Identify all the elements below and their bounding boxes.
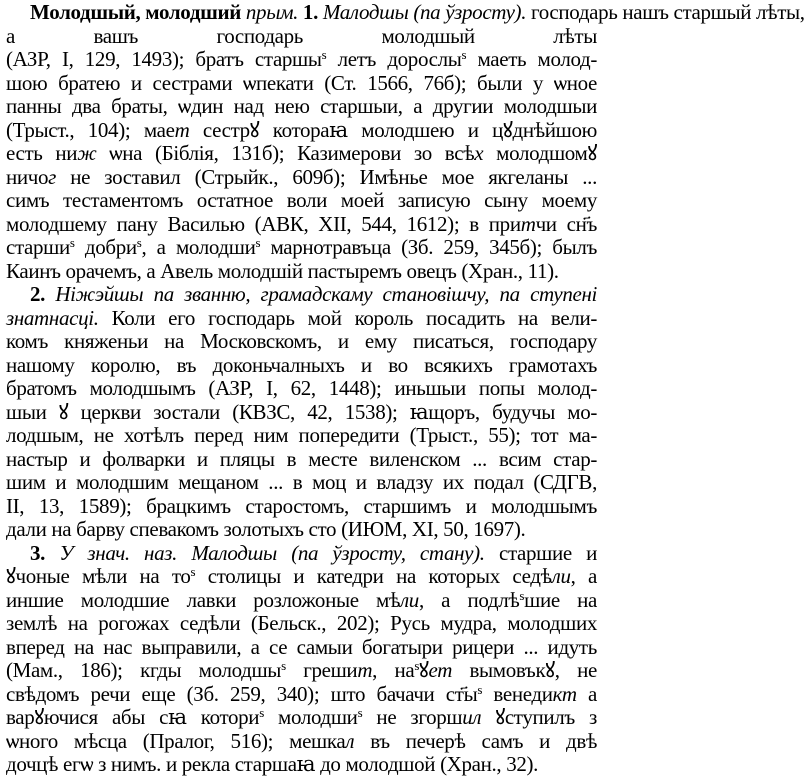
superscript-mark: s [136,235,142,250]
text-segment: комъ княженьи на Московскомъ, и ему писаться, господару [6,329,597,353]
superscript-mark: s [259,705,264,720]
italic-text: т [357,658,373,682]
entry-line [6,495,597,519]
entry-line [6,612,597,636]
text-segment: есть ни [6,141,78,165]
superscript-mark: s [477,681,483,697]
text-segment: вперед на нас выправили, а се самыи богатыри рицери ... идуть [6,634,597,659]
italic-text: Малодшы (па ўзросту). [322,0,527,24]
text-segment: Коли его господарь мой король посадить на вели- [98,305,597,330]
text-segment: чи сн҃ъ [535,211,597,236]
text-segment [45,282,55,306]
italic-text: кт [552,681,577,706]
italic-text: ил [462,705,482,729]
italic-text: Малодшы (па ўзросту, стану). [191,540,485,565]
entry-line [6,565,597,589]
text-segment: , а [570,564,597,588]
entry-line [6,95,597,119]
text-segment: маеть молод- [466,47,597,71]
text-segment: шыи ꙋ церкви зостали (КВЗС, 42, 1538); ꙗщоръ, будучы мо- [6,399,597,424]
text-segment: нашому королю, въ доконьчалныхъ и во всякихъ грамотахъ [6,352,597,377]
text-segment: не зоставил (Стрыйк., 609б); Имѣнье мое якгеланы ... [55,164,597,189]
bold-text: Молодшый, молодший [30,0,241,24]
superscript-mark: s [357,705,363,720]
bold-text: 1. [302,0,318,24]
text-segment: панны два браты, ѡдин над нею старшыи, а другии молодшыи [6,94,597,118]
italic-text: Ніжэйшы па званню, грамадскаму становішчу, па ступені [55,282,597,306]
superscript-mark: s [190,564,196,579]
entry-line [6,542,597,566]
text-segment: ничо [6,164,49,189]
text-segment: въ печерѣ самъ и двѣ [354,728,598,753]
text-segment: Каинъ орачемъ, а Авель молодшій пастыремъ овецъ (Хран., 11). [6,258,559,283]
entry-line [6,730,597,754]
entry-line [6,401,597,425]
text-segment: свѣдомъ речи еще (Зб. 259, 340); што бачачи ст҃ы [6,681,478,706]
text-segment: шие на [524,587,597,612]
italic-text: л [345,728,355,753]
italic-text: У знач. наз. [59,540,178,565]
text-segment: господарь нашъ старшый лѣты, [526,0,805,24]
text-segment: ѡна (Біблія, 131б); Казимерови зо всѣ [96,141,475,165]
entry-line [6,683,597,707]
superscript-mark: s [519,587,525,603]
text-segment: вымовъкꙋ, не [452,658,597,682]
text-segment: столицы и катедри на которых седѣ [195,564,552,588]
entry-line [6,0,805,25]
text-segment: , на [372,658,415,682]
text-segment: ꙋчоные мѣли на то [6,564,191,588]
entry-line [6,659,597,683]
text-segment: симъ тестаментомъ остатное воли моей записую сыну моему [6,188,597,212]
text-segment: лодшым, не хотѣлъ перед ним попередити (Трыст., 55); тот ма- [6,423,597,447]
entry-line [6,283,597,307]
text-segment: ѡного мѣсца (Пралог, 516); мешка [6,728,346,753]
bold-text: 3. [30,540,46,565]
text-segment: венеди [482,681,553,706]
text-segment: ꙋступилъ з [481,705,597,729]
entry-line [6,48,597,72]
text-segment: старши [6,235,70,259]
text-segment: а вашъ господарь молодшый лѣты [6,23,597,48]
entry-line [6,189,597,213]
entry-line [6,377,597,401]
text-segment [45,541,59,565]
entry-line [6,119,597,143]
text-segment: молодши [263,705,358,729]
text-segment: варꙋючися абы сꙗ котори [6,705,260,729]
entry-line [6,330,597,354]
italic-text: т [520,211,536,236]
italic-text: ли [400,587,419,612]
italic-text: т [174,117,190,142]
italic-text: прым. [245,0,299,24]
text-segment: иншие молодшие лавки розложоные мѣ [6,587,400,612]
text-segment: сестрꙋ котораꙗ молодшею и цꙋднѣйшою [189,117,597,142]
text-segment: ІІ, 13, 1589); брацкимъ старостомъ, старшимъ и молодшымъ [6,493,597,518]
text-segment: , а подлѣ [418,587,520,612]
text-segment: а [576,681,597,706]
text-segment: старшие и [484,540,598,565]
entry-line [6,636,597,660]
text-segment: (Трыст., 104); мае [6,117,175,142]
text-segment: молодшомꙋ [483,141,597,165]
superscript-mark: s [281,658,286,673]
text-segment: землѣ на рогожах седѣли (Бельск., 202); Русь мудра, молодших [6,611,597,635]
text-segment: шим и молодшим мещаном ... в моц и владзу их подал (СДГВ, [6,470,597,494]
entry-line [6,354,597,378]
text-segment: , а молодши [141,235,256,259]
bold-text: 2. [30,282,46,306]
text-segment: дочцѣ егѡ з нимъ. и рекла старшаꙗ до молодшой (Хран., 32). [6,752,539,776]
text-segment: (Мам., 186); кгды молодшы [6,658,282,682]
entry-line [6,448,597,472]
text-segment: летъ дорослы [326,47,462,71]
text-segment: добри [74,235,137,259]
entry-line [6,706,597,730]
entry-line [6,518,597,542]
entry-line [6,260,597,284]
superscript-mark: s [321,47,327,62]
superscript-mark: s [461,47,467,62]
entry-line [6,142,597,166]
italic-text: г [48,164,56,189]
text-segment: марнотравъца (Зб. 259, 345б); былъ [260,235,598,259]
italic-text: ет [428,658,453,682]
superscript-mark: s [255,235,261,250]
entry-line [6,236,597,260]
text-segment: не згорш [362,705,463,729]
superscript-mark: s [414,658,420,673]
text-segment: братомъ молодшымъ (АЗР, І, 62, 1448); иньшыи попы молод- [6,376,597,400]
italic-text: ли [551,564,571,588]
italic-text: х [474,141,484,165]
entry-line [6,424,597,448]
superscript-mark: s [69,235,75,250]
text-segment: (АЗР, І, 129, 1493); братъ старшы [6,47,322,71]
italic-text: ж [77,141,97,165]
text-segment [177,541,191,565]
entry-line [6,213,597,237]
italic-text: знатнасці. [6,305,99,330]
dictionary-entry [6,0,805,776]
text-segment: настыр и фолварки и пляцы в месте виленском ... всим стар- [6,446,597,471]
entry-line [6,471,597,495]
text-segment: дали на барву спевакомъ золотыхъ сто (ИЮМ, XI, 50, 1697). [6,517,526,541]
text-segment: шою братею и сестрами ѡпекати (Ст. 1566, 76б); были у ѡное [6,70,597,95]
entry-line [6,166,597,190]
entry-line [6,307,597,331]
entry-line [6,753,597,777]
text-segment: греши [285,658,358,682]
entry-line [6,25,597,49]
text-segment: ꙋ [419,658,429,682]
text-segment: молодшему пану Василью (АВК, XII, 544, 1612); в при [6,211,521,236]
entry-line [6,72,597,96]
entry-line [6,589,597,613]
